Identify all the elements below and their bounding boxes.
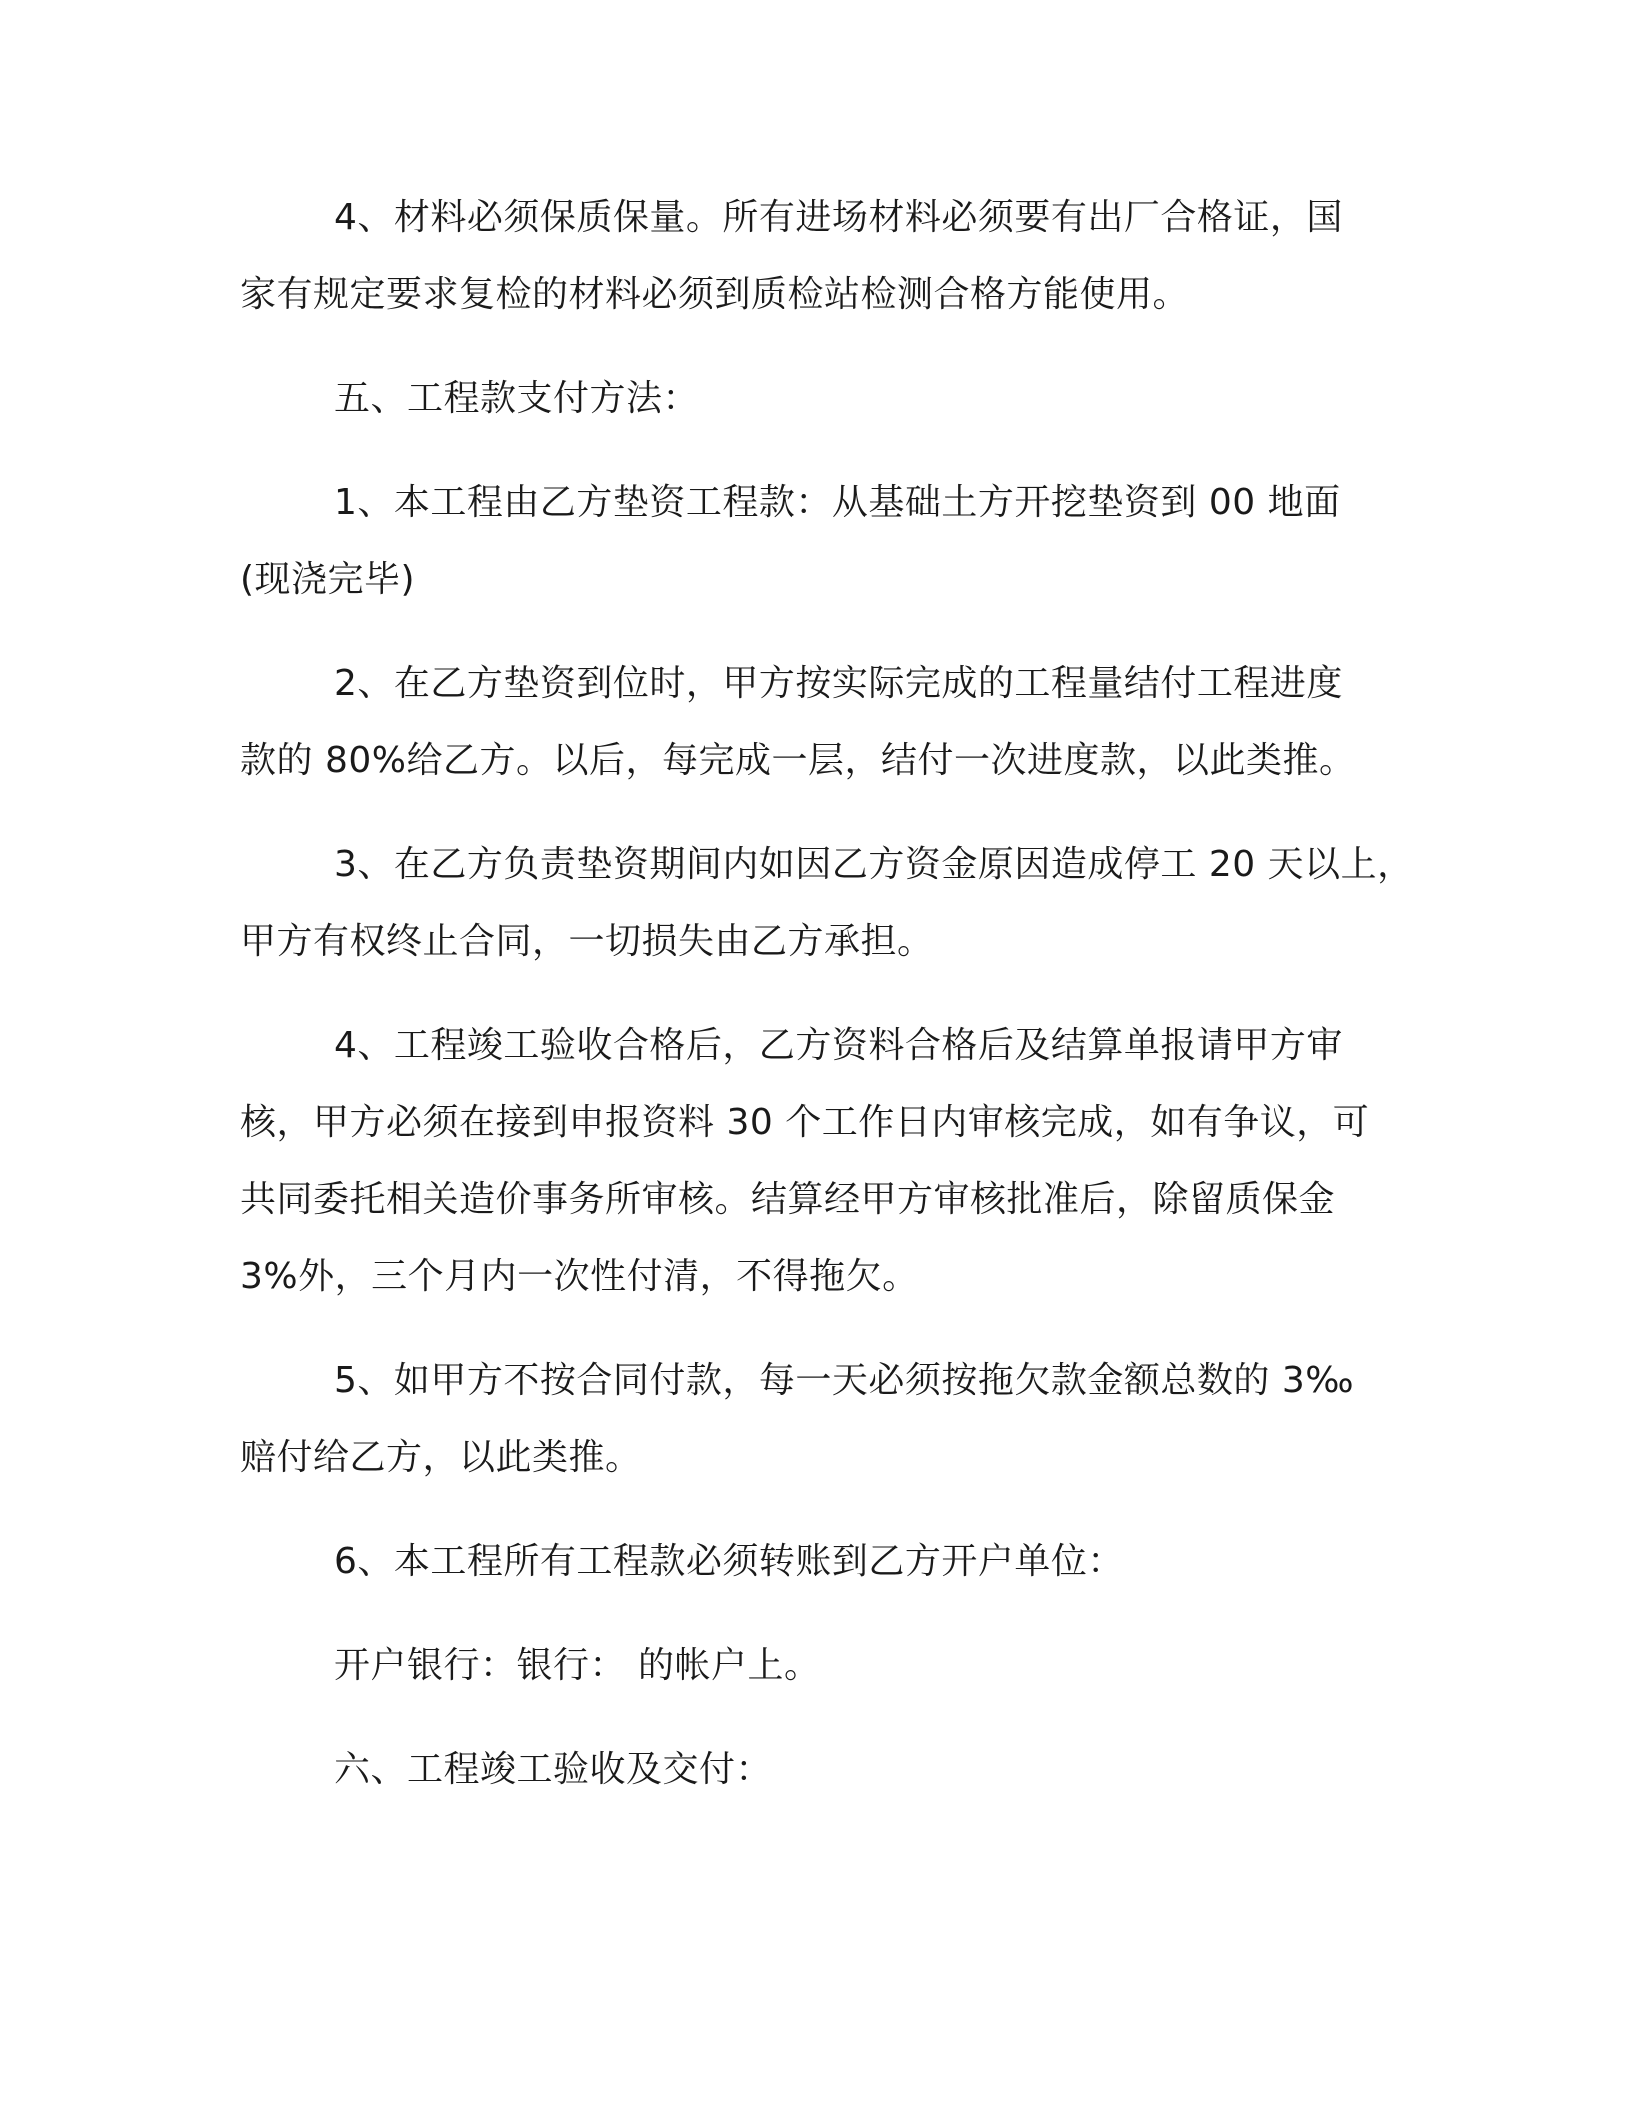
text-line-payment-6: 6、本工程所有工程款必须转账到乙方开户单位： xyxy=(334,1541,1124,1582)
text-line-payment-4-cont-a: 核，甲方必须在接到申报资料 30 个工作日内审核完成，如有争议，可 xyxy=(240,1102,1370,1143)
text-line-payment-3-cont: 甲方有权终止合同，一切损失由乙方承担。 xyxy=(240,921,934,962)
text-line-payment-3: 3、在乙方负责垫资期间内如因乙方资金原因造成停工 20 天以上， xyxy=(334,844,1414,885)
text-line-payment-5-cont: 赔付给乙方，以此类推。 xyxy=(240,1437,642,1478)
text-line-payment-4-cont-c: 3%外，三个月内一次性付清，不得拖欠。 xyxy=(240,1256,919,1297)
text-line-payment-1: 1、本工程由乙方垫资工程款：从基础土方开挖垫资到 00 地面 xyxy=(334,482,1341,523)
text-line-payment-2-cont: 款的 80%给乙方。以后，每完成一层，结付一次进度款，以此类推。 xyxy=(240,740,1356,781)
section-heading-payment: 五、工程款支付方法： xyxy=(334,378,700,419)
text-line-payment-2: 2、在乙方垫资到位时，甲方按实际完成的工程量结付工程进度 xyxy=(334,663,1343,704)
text-line-payment-4-cont-b: 共同委托相关造价事务所审核。结算经甲方审核批准后，除留质保金 xyxy=(240,1179,1336,1220)
text-line-material-quality: 4、材料必须保质保量。所有进场材料必须要有出厂合格证，国 xyxy=(334,197,1343,238)
text-line-bank-account: 开户银行：银行： 的帐户上。 xyxy=(334,1645,821,1686)
section-heading-acceptance: 六、工程竣工验收及交付： xyxy=(334,1749,773,1790)
text-line-payment-5: 5、如甲方不按合同付款，每一天必须按拖欠款金额总数的 3‰ xyxy=(334,1360,1355,1401)
text-line-payment-1-cont: (现浇完毕) xyxy=(240,559,416,600)
text-line-material-quality-cont: 家有规定要求复检的材料必须到质检站检测合格方能使用。 xyxy=(240,274,1190,315)
text-line-payment-4: 4、工程竣工验收合格后，乙方资料合格后及结算单报请甲方审 xyxy=(334,1025,1343,1066)
